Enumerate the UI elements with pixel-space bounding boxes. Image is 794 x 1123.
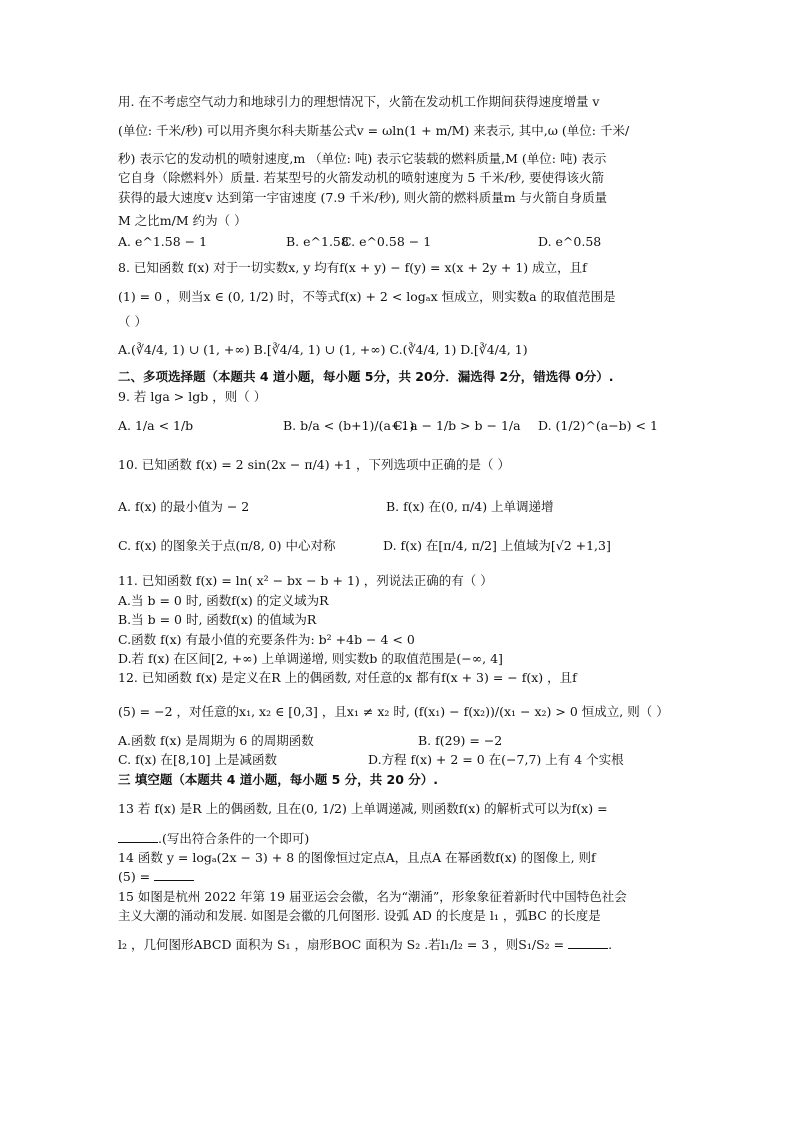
section-3-heading: 三 填空题（本题共 4 道小题，每小题 5 分，共 20 分）. bbox=[118, 771, 439, 787]
q9-option-d: D. (1/2)^(a−b) < 1 bbox=[538, 417, 658, 433]
q10-stem: 10. 已知函数 f(x) = 2 sin(2x − π/4) +1 ，下列选项中正确的是（ ） bbox=[118, 457, 510, 473]
q15-line-3: l₂ ，几何图形ABCD 面积为 S₁ ，扇形BOC 面积为 S₂ .若l₁/l₂ = 3 ，则S₁/S₂ = bbox=[118, 937, 569, 953]
q10-options-row-2 bbox=[118, 536, 678, 555]
q9-stem: 9. 若 lga > lgb ，则（ ） bbox=[118, 388, 267, 404]
exam-page bbox=[118, 92, 678, 955]
q14-answer-blank[interactable] bbox=[154, 868, 194, 881]
q11-option-a: A.当 b = 0 时, 函数f(x) 的定义域为R bbox=[118, 592, 329, 608]
q10-option-a: A. f(x) 的最小值为 − 2 bbox=[118, 498, 250, 514]
q7-line-2: (单位: 千米/秒) 可以用齐奥尔科夫斯基公式v = ωln(1 + m/M) 来表示, 其中,ω (单位: 千米/ bbox=[118, 123, 630, 139]
q13-line-2: .(写出符合条件的一个即可) bbox=[158, 830, 310, 846]
q15-line-1: 15 如图是杭州 2022 年第 19 届亚运会会徽，名为“潮涌”，形象象征着新时代中国特色社会 bbox=[118, 888, 627, 904]
q7-line-6: M 之比m/M 约为（ ） bbox=[118, 212, 247, 228]
q10-option-c: C. f(x) 的图象关于点(π/8, 0) 中心对称 bbox=[118, 538, 336, 553]
q12-option-d: D.方程 f(x) + 2 = 0 在(−7,7) 上有 4 个实根 bbox=[368, 752, 624, 768]
q7-option-b: B. e^1.58 bbox=[286, 234, 349, 250]
q7-options bbox=[118, 232, 678, 251]
q13-answer-blank[interactable] bbox=[118, 830, 158, 843]
q12-option-a: A.函数 f(x) 是周期为 6 的周期函数 bbox=[118, 733, 314, 748]
q7-line-1: 用. 在不考虑空气动力和地球引力的理想情况下，火箭在发动机工作期间获得速度增量 v bbox=[118, 94, 600, 109]
q7-line-4: 它自身（除燃料外）质量. 若某型号的火箭发动机的喷射速度为 5 千米/秒, 要使得该火箭 bbox=[118, 170, 605, 186]
q14-line-2-row bbox=[118, 867, 678, 886]
q7-option-d: D. e^0.58 bbox=[538, 234, 602, 250]
q10-option-d: D. f(x) 在[π/4, π/2] 上值域为[√2 +1,3] bbox=[383, 538, 611, 553]
q10-options-row-1 bbox=[118, 497, 678, 516]
q13-line-2-row bbox=[118, 829, 678, 848]
q9-option-b: B. b/a < (b+1)/(a+1) bbox=[283, 417, 415, 433]
q11-option-d: D.若 f(x) 在区间[2, +∞) 上单调递增, 则实数b 的取值范围是(−∞, 4] bbox=[118, 650, 503, 666]
q9-options bbox=[118, 416, 678, 435]
q8-options: A.(∛4/4, 1) ∪ (1, +∞) B.[∛4/4, 1) ∪ (1, +∞) C.(∛4/4, 1) D.[∛4/4, 1) bbox=[118, 341, 528, 357]
q8-line-2: (1) = 0 ，则当x ∈ (0, 1/2) 时，不等式f(x) + 2 < logₐx 恒成立，则实数a 的取值范围是 bbox=[118, 289, 616, 304]
q12-line-1: 12. 已知函数 f(x) 是定义在R 上的偶函数, 对任意的x 都有f(x + 3) = − f(x) ，且f bbox=[118, 670, 577, 686]
q15-answer-blank[interactable] bbox=[568, 936, 608, 949]
q12-option-c: C. f(x) 在[8,10] 上是减函数 bbox=[118, 752, 278, 768]
q11-stem: 11. 已知函数 f(x) = ln( x² − bx − b + 1) ，列说法正确的有（ ） bbox=[118, 573, 493, 589]
q12-options-row-2 bbox=[118, 750, 678, 769]
q12-options-row-1 bbox=[118, 731, 678, 750]
q7-option-a: A. e^1.58 − 1 bbox=[118, 234, 208, 250]
section-2-heading: 二、多项选择题（本题共 4 道小题，每小题 5分，共 20分．漏选得 2分，错选得 0分）. bbox=[118, 369, 614, 385]
q7-line-3: 秒) 表示它的发动机的喷射速度,m （单位: 吨) 表示它装载的燃料质量,M (单位: 吨) 表示 bbox=[118, 150, 607, 166]
q15-line-3-row: l₂ ，几何图形ABCD 面积为 S₁ ，扇形BOC 面积为 S₂ .若l₁/l₂ = 3 ，则S₁/S₂ = . bbox=[118, 937, 613, 953]
q8-line-3: （ ） bbox=[118, 314, 147, 330]
q14-line-2: (5) = bbox=[118, 869, 155, 885]
q9-option-a: A. 1/a < 1/b bbox=[118, 417, 194, 433]
q15-line-2: 主义大潮的涌动和发展. 如图是会徽的几何图形. 设弧 AD 的长度是 l₁ ，弧BC 的长度是 bbox=[118, 908, 601, 923]
q10-option-b: B. f(x) 在(0, π/4) 上单调递增 bbox=[386, 498, 554, 514]
q13-line-1: 13 若 f(x) 是R 上的偶函数, 且在(0, 1/2) 上单调递减, 则函数f(x) 的解析式可以为f(x) = bbox=[118, 801, 608, 817]
q7-option-c: C. e^0.58 − 1 bbox=[342, 234, 432, 250]
q11-option-b: B.当 b = 0 时, 函数f(x) 的值域为R bbox=[118, 612, 317, 628]
q12-line-2: (5) = −2 ，对任意的x₁, x₂ ∈ [0,3] ，且x₁ ≠ x₂ 时, (f(x₁) − f(x₂))/(x₁ − x₂) > 0 恒成立, 则（ ） bbox=[118, 703, 669, 719]
q8-line-1: 8. 已知函数 f(x) 对于一切实数x, y 均有f(x + y) − f(y) = x(x + 2y + 1) 成立，且f bbox=[118, 259, 587, 275]
q11-option-c: C.函数 f(x) 有最小值的充要条件为: b² +4b − 4 < 0 bbox=[118, 631, 415, 647]
q12-option-b: B. f(29) = −2 bbox=[418, 733, 503, 748]
q14-line-1: 14 函数 y = logₐ(2x − 3) + 8 的图像恒过定点A，且点A 在幂函数f(x) 的图像上, 则f bbox=[118, 849, 596, 865]
q7-line-5: 获得的最大速度v 达到第一宇宙速度 (7.9 千米/秒), 则火箭的燃料质量m 与火箭自身质量 bbox=[118, 189, 608, 205]
q9-option-c: C. a − 1/b > b − 1/a bbox=[393, 417, 521, 433]
